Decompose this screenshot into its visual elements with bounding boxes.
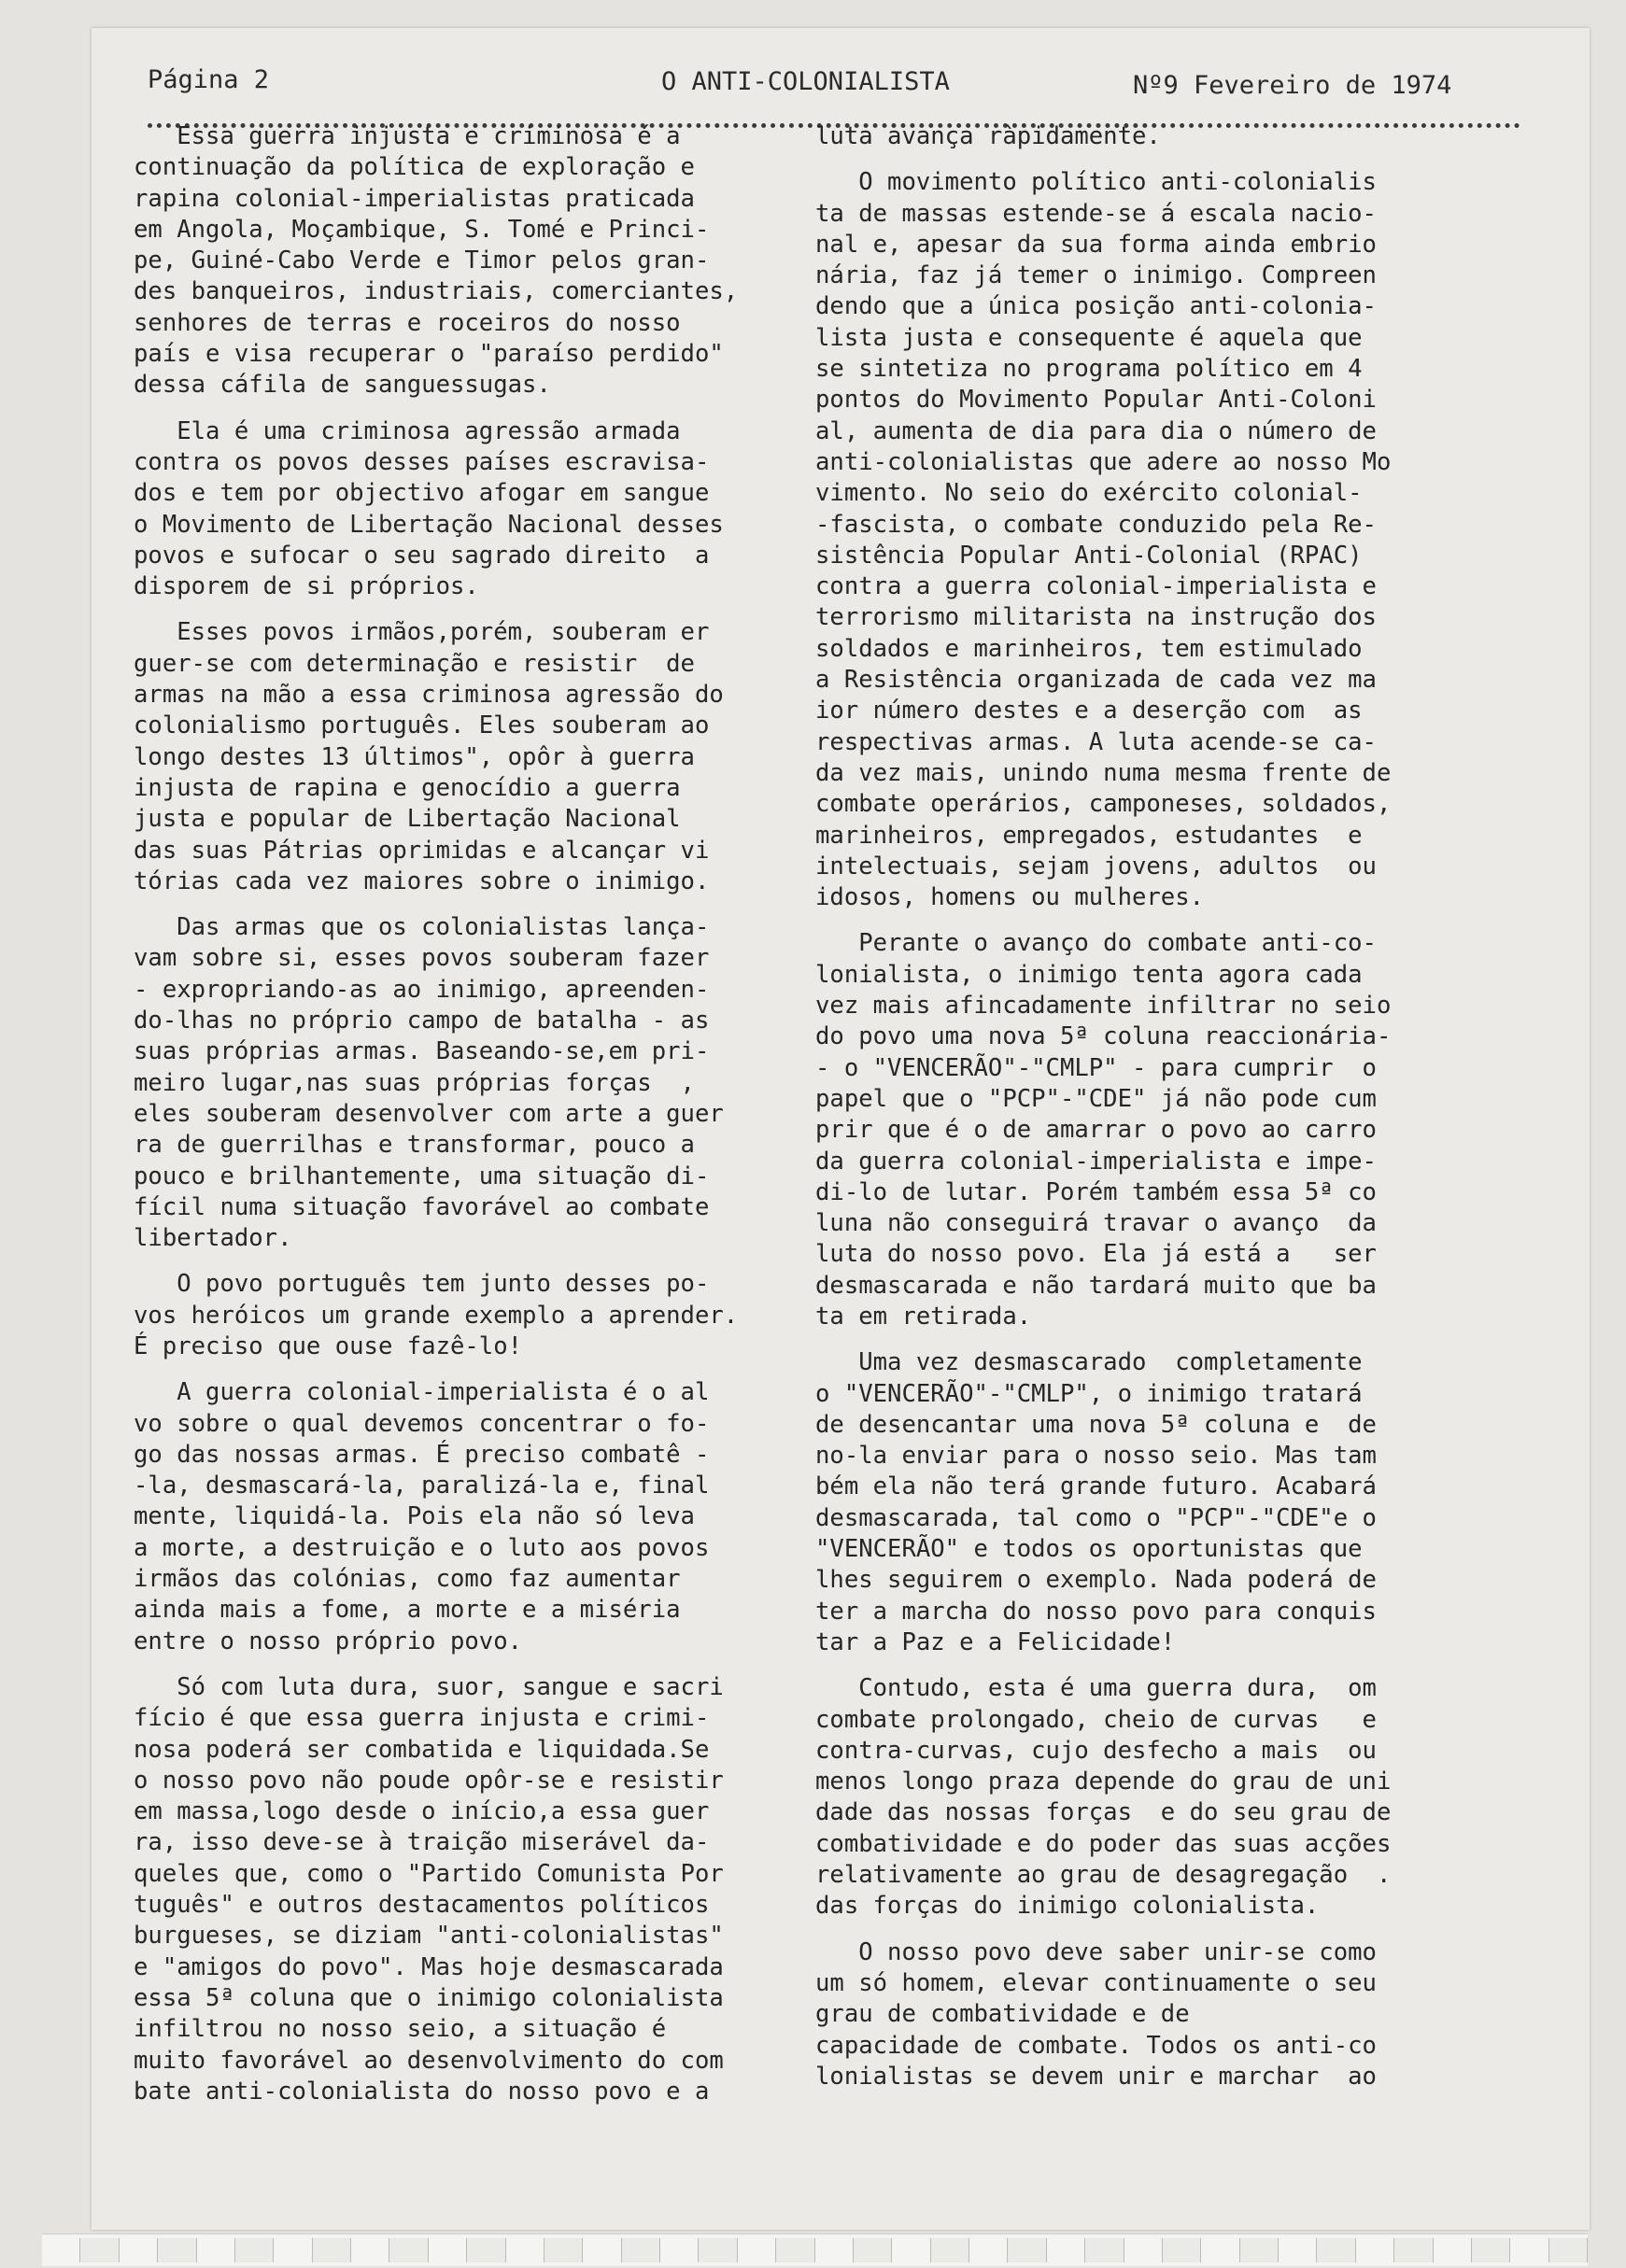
text-line: nosa poderá ser combatida e liquidada.Se — [134, 1735, 710, 1764]
text-line: Perante o avanço do combate anti-co- — [815, 929, 1377, 958]
scale-tick — [1124, 2238, 1163, 2262]
text-line: burgueses, se diziam "anti-colonialistas" — [134, 1922, 724, 1951]
text-line: O movimento político anti-colonialis — [815, 168, 1377, 197]
text-line: lonialista, o inimigo tenta agora cada — [815, 960, 1363, 989]
text-line: Uma vez desmascarado completamente — [815, 1348, 1363, 1377]
scale-tick — [1240, 2238, 1279, 2262]
newspaper-title: O ANTI-COLONIALISTA — [661, 67, 950, 96]
text-line: senhores de terras e roceiros do nosso — [134, 308, 681, 337]
text-line: país e visa recuperar o "paraíso perdido" — [134, 340, 724, 369]
right-column-paragraph — [815, 167, 1544, 913]
left-column-paragraph — [134, 416, 862, 603]
page-number: Página 2 — [148, 65, 270, 94]
text-line: disporem de si próprios. — [134, 572, 479, 601]
text-line: das suas Pátrias oprimidas e alcançar vi — [134, 836, 710, 865]
text-line: ra, isso deve-se à traição miserável da- — [134, 1828, 710, 1857]
text-line: relativamente ao grau de desagregação . — [815, 1861, 1392, 1890]
text-line: -la, desmascará-la, paralizá-la e, final — [134, 1472, 710, 1500]
text-line: Das armas que os colonialistas lança- — [134, 913, 710, 942]
text-line: entre o nosso próprio povo. — [134, 1627, 523, 1655]
text-line: prir que é o de amarrar o povo ao carro — [815, 1116, 1377, 1145]
text-line: Essa guerra injusta e criminosa é a — [134, 122, 681, 150]
text-line: ior número destes e a deserção com as — [815, 697, 1363, 725]
text-line: pe, Guiné-Cabo Verde e Timor pelos gran- — [134, 247, 710, 275]
text-line: sistência Popular Anti-Colonial (RPAC) — [815, 541, 1363, 570]
scale-tick — [1394, 2238, 1433, 2262]
text-line: tar a Paz e a Felicidade! — [815, 1627, 1176, 1656]
text-line: dos e tem por objectivo afogar em sangue — [134, 479, 710, 508]
text-line: povos e sufocar o seu sagrado direito a — [134, 541, 710, 570]
text-line: respectivas armas. A luta acende-se ca- — [815, 727, 1377, 756]
text-line: longo destes 13 últimos", opôr à guerra — [134, 742, 695, 771]
text-line: essa 5ª coluna que o inimigo colonialista — [134, 1983, 724, 2012]
text-line: ainda mais a fome, a morte e a miséria — [134, 1596, 681, 1625]
text-line: ter a marcha do nosso povo para conquis — [815, 1597, 1377, 1626]
text-line: se sintetiza no programa político em 4 — [815, 355, 1363, 384]
scale-tick — [583, 2238, 621, 2262]
text-line: mente, liquidá-la. Pois ela não só leva — [134, 1502, 695, 1531]
masthead — [148, 65, 1520, 121]
text-line: vo sobre o qual devemos concentrar o fo- — [134, 1409, 710, 1438]
text-line: Ela é uma criminosa agressão armada — [134, 416, 681, 445]
text-line: É preciso que ouse fazê-lo! — [134, 1331, 523, 1360]
right-column-paragraph — [815, 1937, 1544, 2092]
text-line: bate anti-colonialista do nosso povo e a — [134, 2077, 710, 2106]
scale-tick — [313, 2238, 351, 2262]
text-line: A guerra colonial-imperialista é o al — [134, 1378, 710, 1407]
scale-tick — [1434, 2238, 1472, 2262]
text-line: Contudo, esta é uma guerra dura, om — [815, 1674, 1377, 1703]
scale-tick — [1549, 2238, 1588, 2262]
text-line: tórias cada vez maiores sobre o inimigo. — [134, 866, 710, 895]
text-line: em Angola, Moçambique, S. Tomé e Princi- — [134, 215, 710, 244]
text-line: anti-colonialistas que adere ao nosso Mo — [815, 447, 1392, 476]
text-line: dessa cáfila de sanguessugas. — [134, 371, 551, 400]
scale-tick — [1356, 2238, 1394, 2262]
text-line: - o "VENCERÃO"-"CMLP" - para cumprir o — [815, 1053, 1377, 1082]
text-line: contra os povos desses países escravisa- — [134, 447, 710, 476]
scale-tick — [506, 2238, 544, 2262]
text-line: desmascarada, tal como o "PCP"-"CDE"e o — [815, 1503, 1377, 1532]
scale-tick — [931, 2238, 969, 2262]
text-line: vam sobre si, esses povos souberam fazer — [134, 944, 710, 973]
text-line: infiltrou no nosso seio, a situação é — [134, 2015, 667, 2044]
right-column-paragraph — [815, 1347, 1544, 1658]
text-line: pontos do Movimento Popular Anti-Coloni — [815, 386, 1377, 415]
gray-scale-bar — [42, 2238, 1588, 2262]
left-column-paragraph — [134, 1377, 862, 1657]
text-line: irmãos das colónias, como faz aumentar — [134, 1565, 681, 1594]
text-line: Esses povos irmãos,porém, souberam er — [134, 618, 710, 647]
text-line: nária, faz já temer o inimigo. Compreen — [815, 261, 1377, 290]
text-line: e "amigos do povo". Mas hoje desmascarada — [134, 1952, 724, 1981]
text-line: -fascista, o combate conduzido pela Re- — [815, 510, 1377, 539]
text-line: soldados e marinheiros, tem estimulado — [815, 634, 1363, 663]
text-line: vos heróicos um grande exemplo a aprender. — [134, 1301, 739, 1330]
text-line: - expropriando-as ao inimigo, apreenden- — [134, 975, 710, 1004]
text-line: contra-curvas, cujo desfecho a mais ou — [815, 1736, 1377, 1765]
text-line: capacidade de combate. Todos os anti-co — [815, 2031, 1377, 2060]
text-line: da vez mais, unindo numa mesma frente de — [815, 758, 1392, 787]
text-line: armas na mão a essa criminosa agressão do — [134, 681, 724, 710]
scale-tick — [1472, 2238, 1510, 2262]
text-line: das forças do inimigo colonialista. — [815, 1892, 1320, 1921]
text-line: combatividade e do poder das suas acções — [815, 1829, 1392, 1858]
scale-tick — [42, 2238, 80, 2262]
left-column-paragraph — [134, 121, 862, 401]
scale-tick — [738, 2238, 776, 2262]
text-line: da guerra colonial-imperialista e impe- — [815, 1147, 1377, 1176]
scale-tick — [158, 2238, 196, 2262]
text-line: em massa,logo desde o início,a essa guer — [134, 1797, 710, 1826]
scale-tick — [815, 2238, 854, 2262]
right-column-paragraph — [815, 928, 1544, 1332]
text-line: fícil numa situação favorável ao combate — [134, 1192, 710, 1221]
text-line: grau de combatividade e de — [815, 2000, 1190, 2029]
text-line: continuação da política de exploração e — [134, 153, 695, 182]
text-line: rapina colonial-imperialistas praticada — [134, 184, 695, 213]
scale-tick — [854, 2238, 892, 2262]
text-line: do povo uma nova 5ª coluna reaccionária- — [815, 1022, 1392, 1051]
document-page — [92, 28, 1590, 2230]
text-line: bém ela não terá grande futuro. Acabará — [815, 1472, 1377, 1501]
text-line: guer-se com determinação e resistir de — [134, 649, 695, 678]
text-line: nal e, apesar da sua forma ainda embrio — [815, 230, 1377, 259]
scale-tick — [1008, 2238, 1046, 2262]
text-line: suas próprias armas. Baseando-se,em pri- — [134, 1037, 710, 1066]
text-line: a Resistência organizada de cada vez ma — [815, 666, 1377, 695]
scale-tick — [1201, 2238, 1239, 2262]
text-line: o "VENCERÃO"-"CMLP", o inimigo tratará — [815, 1379, 1363, 1408]
text-line: injusta de rapina e genocídio a guerra — [134, 773, 681, 802]
text-line: luna não conseguirá travar o avanço da — [815, 1209, 1377, 1238]
text-line: do-lhas no próprio campo de batalha - as — [134, 1007, 710, 1035]
text-line: vez mais afincadamente infiltrar no seio — [815, 992, 1392, 1021]
left-column-paragraph — [134, 912, 862, 1254]
text-line: ta em retirada. — [815, 1302, 1032, 1331]
left-column-paragraph — [134, 1672, 862, 2107]
text-line: luta avança ràpidamente. — [815, 122, 1161, 150]
text-line: libertador. — [134, 1224, 292, 1253]
text-line: o nosso povo não poude opôr-se e resistir — [134, 1766, 724, 1795]
scale-tick — [274, 2238, 312, 2262]
text-line: no-la enviar para o nosso seio. Mas tam — [815, 1442, 1377, 1471]
text-line: fício é que essa guerra injusta e crimi- — [134, 1704, 710, 1733]
text-line: combate prolongado, cheio de curvas e — [815, 1705, 1377, 1734]
text-line: di-lo de lutar. Porém também essa 5ª co — [815, 1177, 1377, 1206]
scale-tick — [351, 2238, 389, 2262]
text-line: ta de massas estende-se á escala nacio- — [815, 199, 1377, 228]
scale-tick — [892, 2238, 930, 2262]
text-line: a morte, a destruição e o luto aos povos — [134, 1533, 710, 1562]
scale-tick — [120, 2238, 158, 2262]
scale-tick — [235, 2238, 274, 2262]
text-line: lonialistas se devem unir e marchar ao — [815, 2062, 1377, 2091]
text-line: dendo que a única posição anti-colonia- — [815, 292, 1377, 321]
issue-date: Nº9 Fevereiro de 1974 — [1133, 71, 1452, 100]
text-line: pouco e brilhantemente, uma situação di- — [134, 1162, 710, 1190]
scale-tick — [1085, 2238, 1124, 2262]
text-line: um só homem, elevar continuamente o seu — [815, 1968, 1377, 1997]
scale-tick — [969, 2238, 1008, 2262]
scale-tick — [544, 2238, 583, 2262]
scale-tick — [660, 2238, 699, 2262]
text-line: justa e popular de Libertação Nacional — [134, 805, 681, 834]
text-line: papel que o "PCP"-"CDE" já não pode cum — [815, 1084, 1377, 1113]
text-line: combate operários, camponeses, soldados, — [815, 790, 1392, 819]
text-line: desmascarada e não tardará muito que ba — [815, 1271, 1377, 1300]
text-line: o Movimento de Libertação Nacional desses — [134, 510, 724, 539]
text-line: al, aumenta de dia para dia o número de — [815, 416, 1377, 445]
left-column-paragraph — [134, 1269, 862, 1362]
scale-tick — [1317, 2238, 1355, 2262]
right-column — [815, 121, 1544, 2107]
text-line: O nosso povo deve saber unir-se como — [815, 1937, 1377, 1966]
scale-tick — [699, 2238, 737, 2262]
left-column — [134, 121, 862, 2122]
text-line: meiro lugar,nas suas próprias forças , — [134, 1068, 695, 1097]
text-line: de desencantar uma nova 5ª coluna e de — [815, 1410, 1377, 1439]
text-line: muito favorável ao desenvolvimento do com — [134, 2046, 724, 2075]
text-line: marinheiros, empregados, estudantes e — [815, 821, 1363, 850]
text-line: Só com luta dura, suor, sangue e sacri — [134, 1672, 724, 1701]
scan-color-scale — [42, 2233, 1588, 2266]
right-column-paragraph — [815, 1673, 1544, 1922]
right-column-paragraph — [815, 121, 1544, 152]
scale-tick — [467, 2238, 505, 2262]
text-line: des banqueiros, industriais, comerciantes, — [134, 277, 739, 306]
text-line: dade das nossas forças e do seu grau de — [815, 1798, 1392, 1827]
scale-tick — [1163, 2238, 1201, 2262]
scale-tick — [197, 2238, 235, 2262]
text-line: menos longo praza depende do grau de uni — [815, 1768, 1392, 1796]
scale-tick — [1047, 2238, 1085, 2262]
scale-tick — [1279, 2238, 1317, 2262]
scale-tick — [776, 2238, 814, 2262]
text-line: terrorismo militarista na instrução dos — [815, 603, 1377, 632]
text-line: idosos, homens ou mulheres. — [815, 883, 1205, 912]
text-line: lhes seguirem o exemplo. Nada poderá de — [815, 1566, 1377, 1595]
left-column-paragraph — [134, 617, 862, 897]
text-line: eles souberam desenvolver com arte a guer — [134, 1099, 724, 1128]
text-line: ra de guerrilhas e transformar, pouco a — [134, 1131, 695, 1160]
scale-tick — [622, 2238, 660, 2262]
text-line: contra a guerra colonial-imperialista e — [815, 572, 1377, 601]
text-line: vimento. No seio do exército colonial- — [815, 479, 1363, 508]
scale-tick — [429, 2238, 467, 2262]
text-line: luta do nosso povo. Ela já está a ser — [815, 1240, 1377, 1269]
text-line: go das nossas armas. É preciso combatê - — [134, 1440, 710, 1469]
text-line: queles que, como o "Partido Comunista Por — [134, 1859, 724, 1888]
scale-tick — [389, 2238, 428, 2262]
text-line: tuguês" e outros destacamentos políticos — [134, 1891, 710, 1920]
text-line: colonialismo português. Eles souberam ao — [134, 711, 710, 740]
scale-tick — [80, 2238, 119, 2262]
scale-tick — [1510, 2238, 1548, 2262]
text-line: "VENCERÃO" e todos os oportunistas que — [815, 1535, 1363, 1564]
text-line: lista justa e consequente é aquela que — [815, 323, 1363, 352]
text-line: intelectuais, sejam jovens, adultos ou — [815, 852, 1377, 880]
text-line: O povo português tem junto desses po- — [134, 1270, 710, 1299]
